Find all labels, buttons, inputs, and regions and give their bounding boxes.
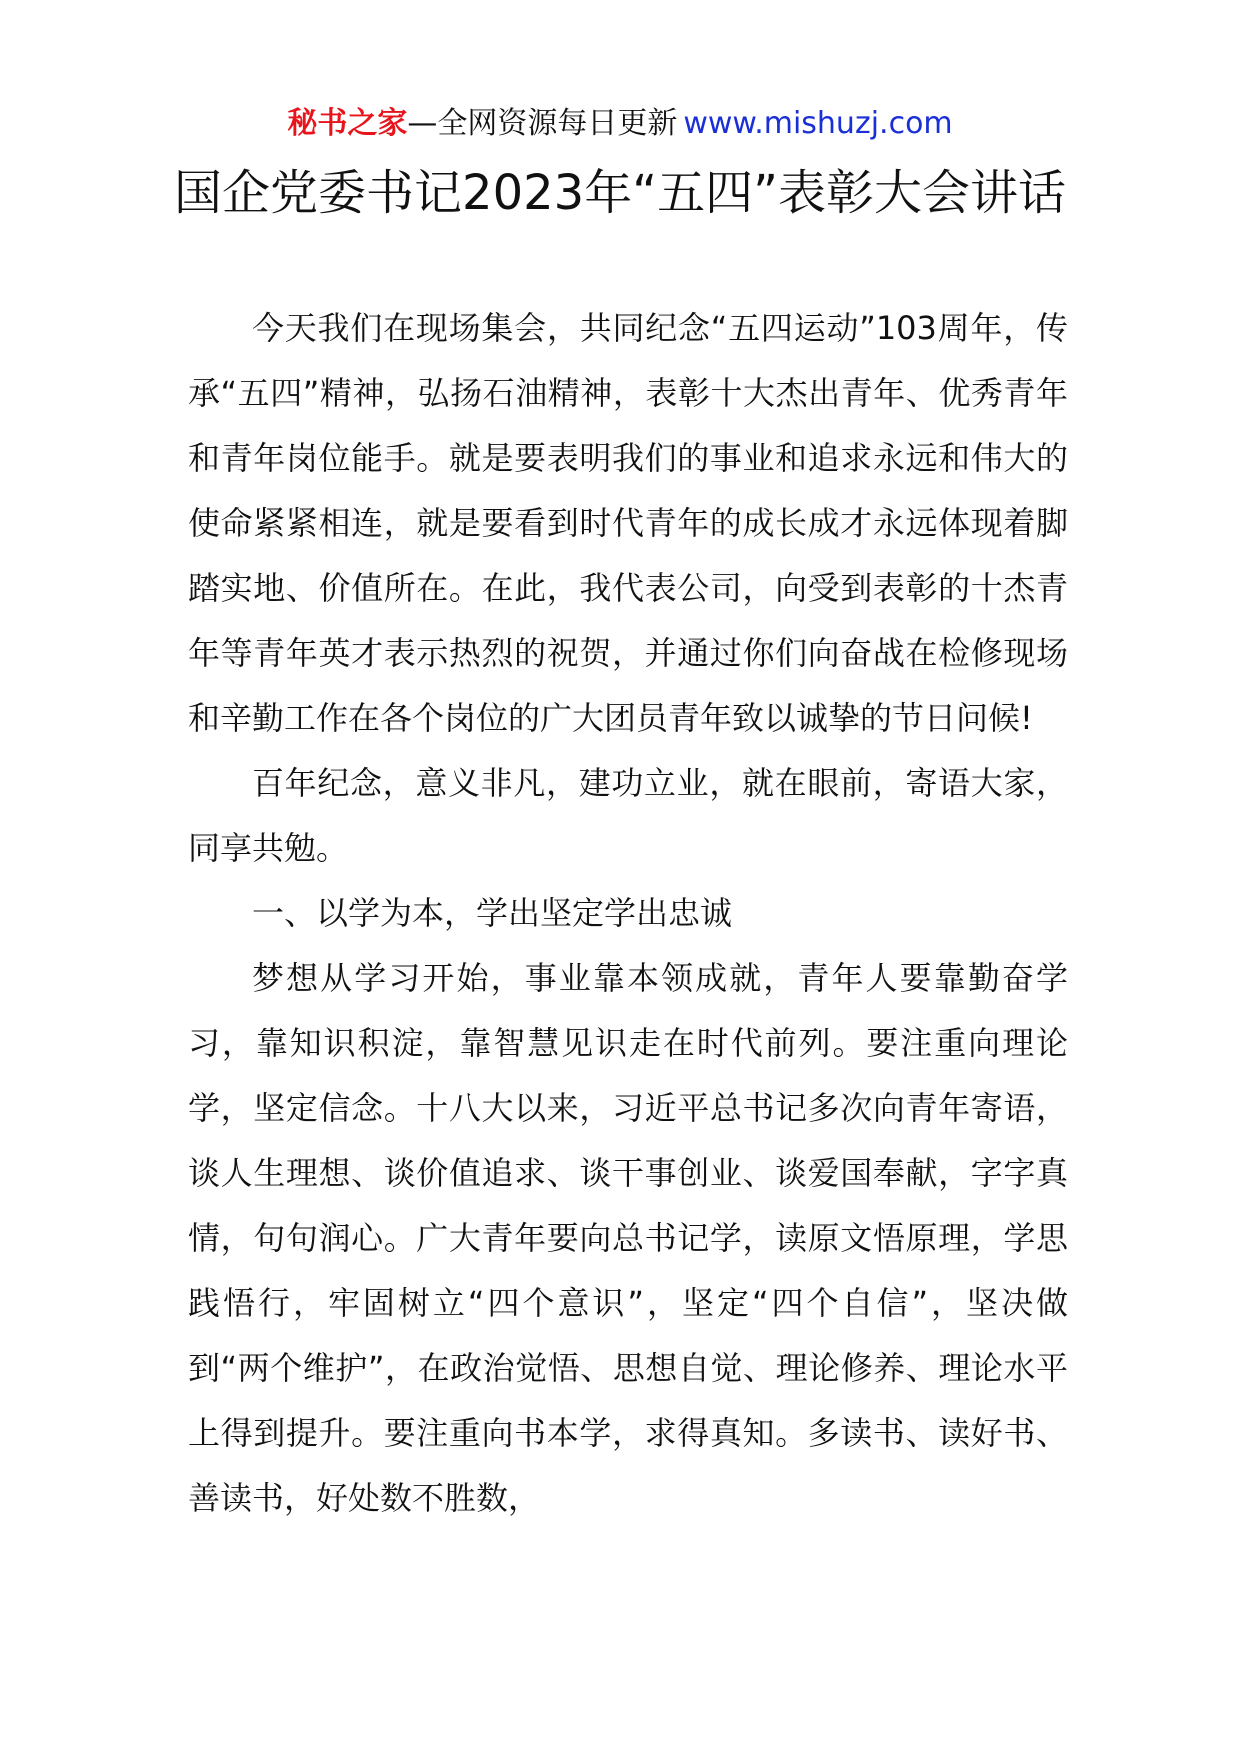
paragraph-section-1: 梦想从学习开始，事业靠本领成就，青年人要靠勤奋学习，靠知识积淀，靠智慧见识走在时代前列。要注重向理论学，坚定信念。十八大以来，习近平总书记多次向青年寄语，谈人生理想、谈价值追求、谈干事创业、谈爱国奉献，字字真情，句句润心。广大青年要向总书记学，读原文悟原理，学思践悟行，牢固树立“四个意识”，坚定“四个自信”，坚决做到“两个维护”，在政治觉悟、思想自觉、理论修养、理论水平上得到提升。要注重向书本学，求得真知。多读书、读好书、善读书，好处数不胜数， bbox=[188, 959, 1068, 1517]
site-url-link[interactable]: www.mishuzj.com bbox=[683, 106, 953, 141]
paragraph-message: 百年纪念，意义非凡，建功立业，就在眼前，寄语大家，同享共勉。 bbox=[188, 764, 1068, 867]
site-brand: 秘书之家 bbox=[287, 106, 408, 141]
document-title: 国企党委书记2023年“五四”表彰大会讲话 bbox=[174, 165, 1066, 221]
paragraph-opening: 今天我们在现场集会，共同纪念“五四运动”103周年，传承“五四”精神，弘扬石油精神，表彰十大杰出青年、优秀青年和青年岗位能手。就是要表明我们的事业和追求永远和伟大的使命紧紧相连，就是要看到时代青年的成长成才永远体现着脚踏实地、价值所在。在此，我代表公司，向受到表彰的十杰青年等青年英才表示热烈的祝贺，并通过你们向奋战在检修现场和辛勤工作在各个岗位的广大团员青年致以诚挚的节日问候! bbox=[188, 309, 1068, 737]
site-slogan: —全网资源每日更新 bbox=[407, 106, 678, 141]
document-body bbox=[188, 296, 1068, 1531]
section-heading-1: 一、以学为本，学出坚定学出忠诚 bbox=[252, 894, 733, 932]
site-header bbox=[0, 100, 1240, 148]
